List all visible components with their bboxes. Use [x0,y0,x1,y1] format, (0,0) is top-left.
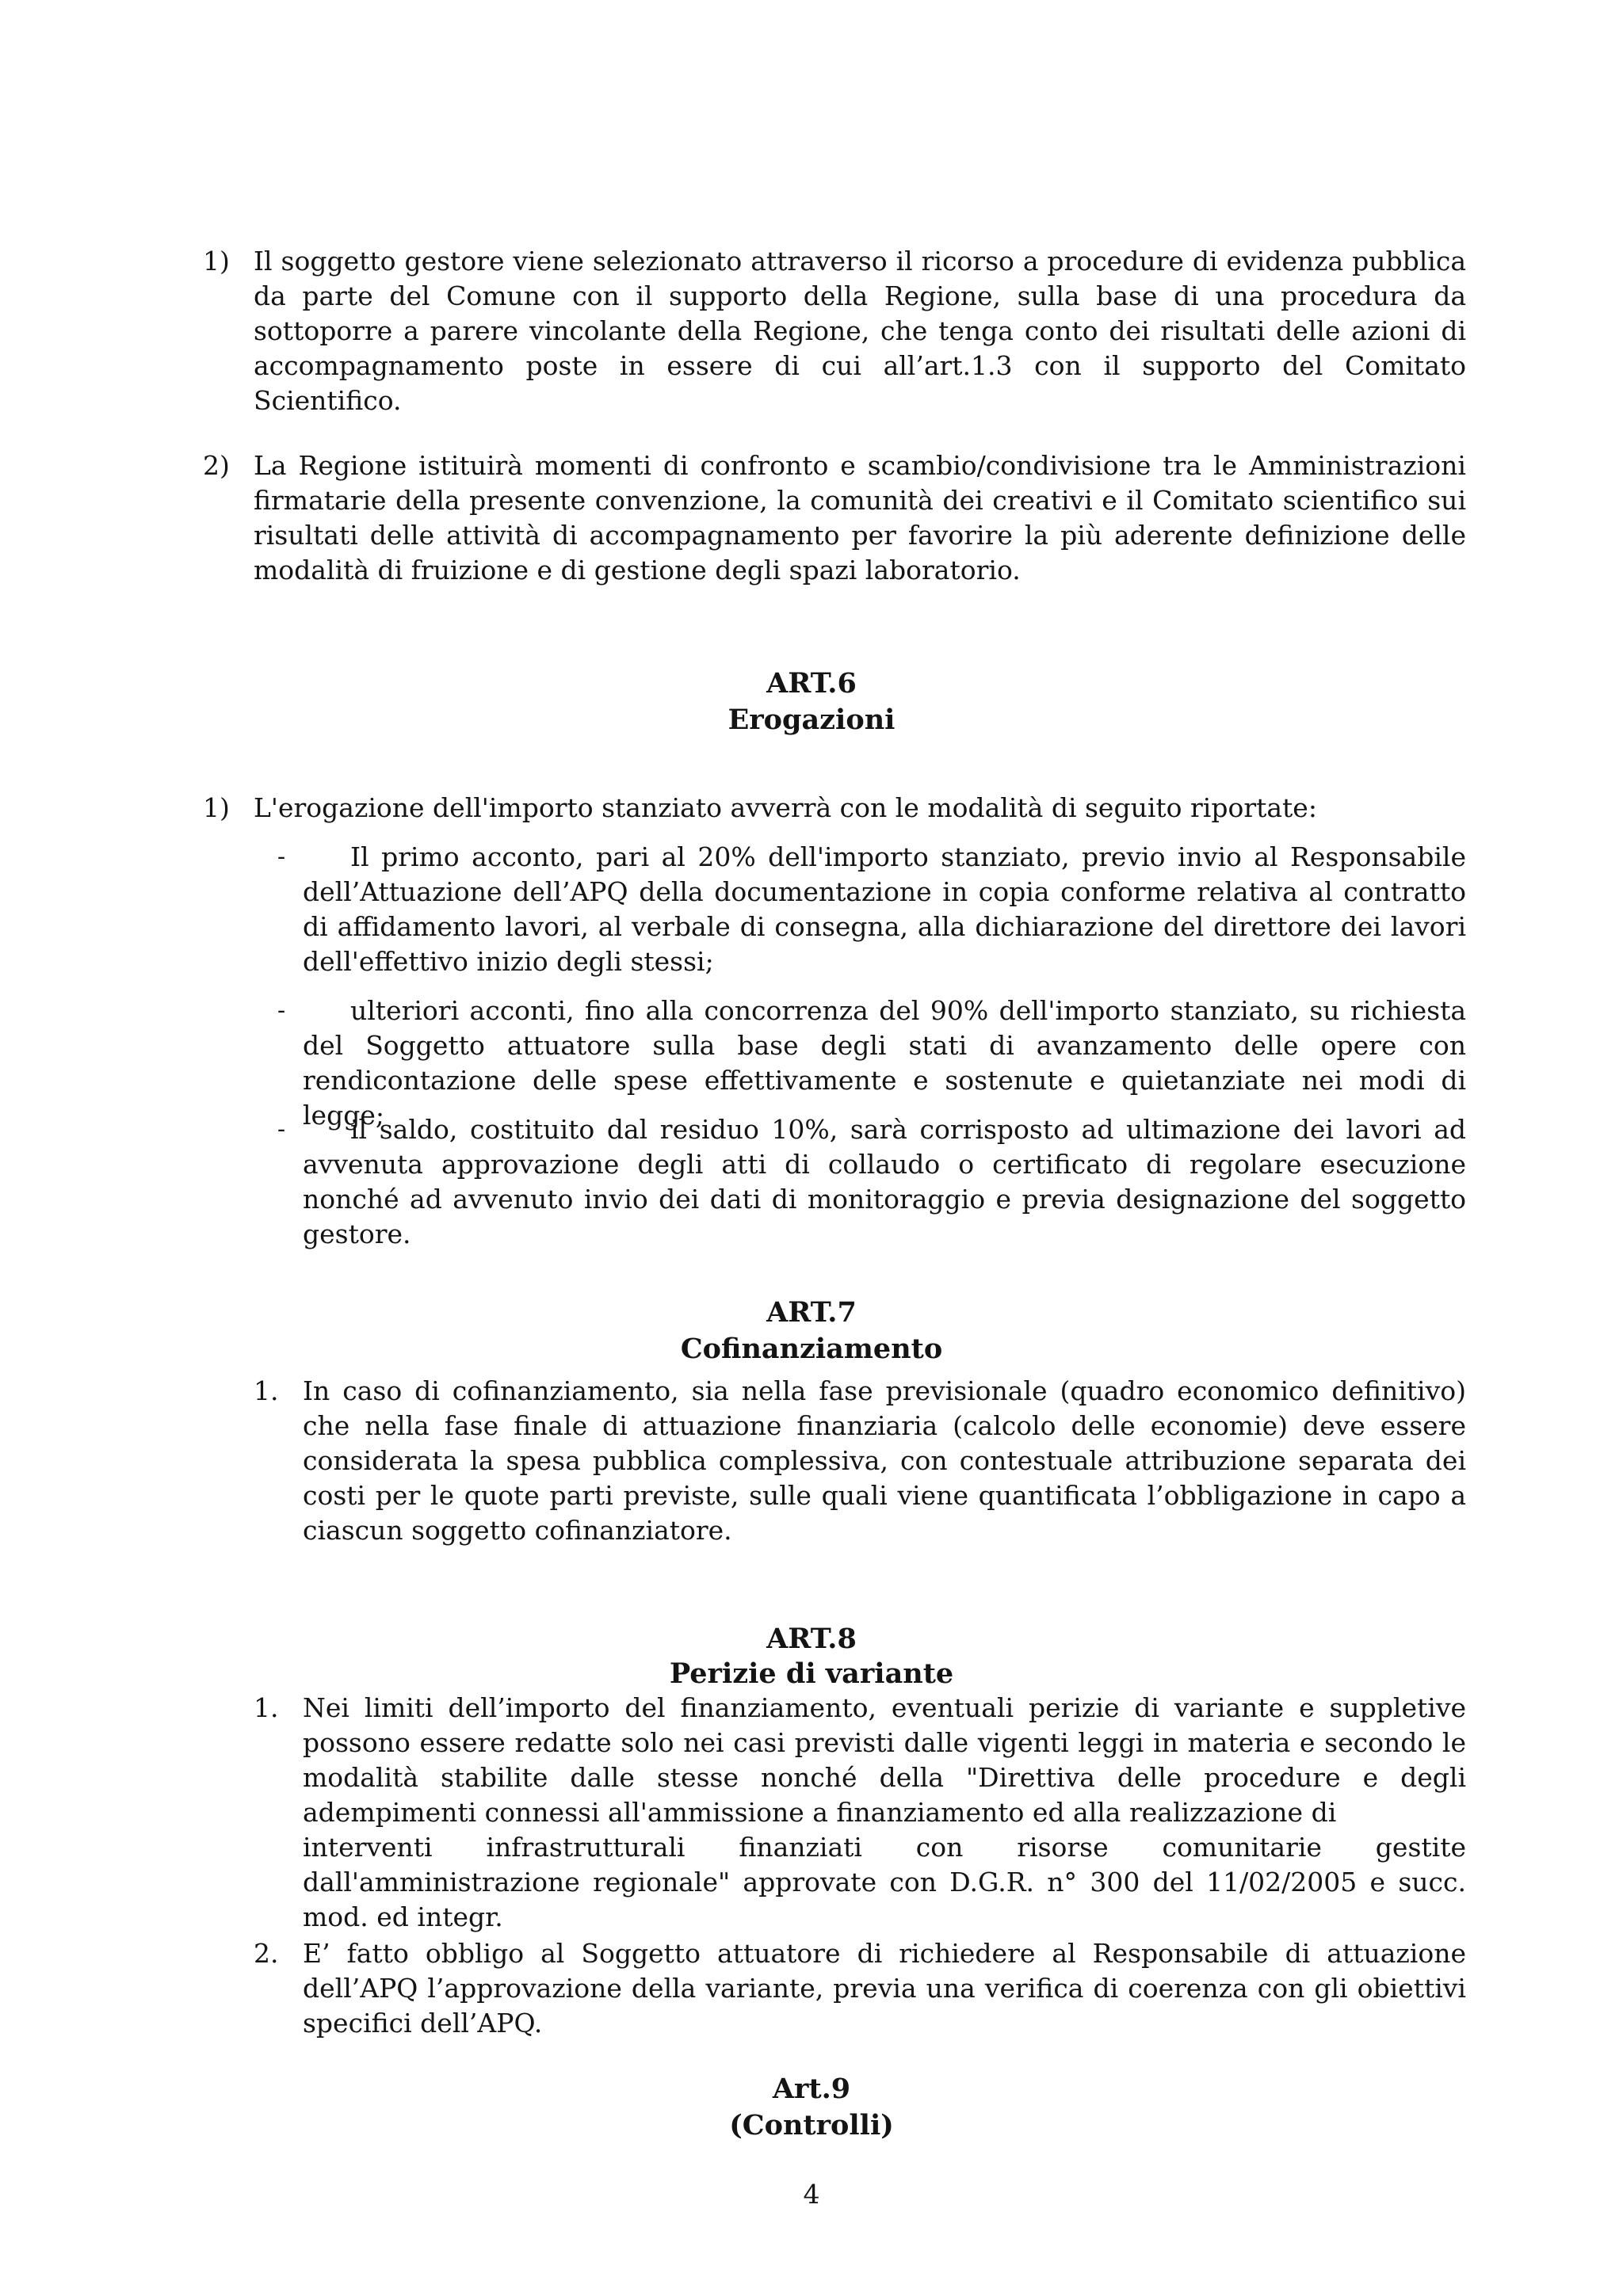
art6-item-number: 1) [203,792,230,823]
art8-item-1-text-c: dall'amministrazione regionale" approvate con D.G.R. n° 300 del 11/02/2005 e succ. mod. ed integr. [303,1867,1466,1932]
art6-bullet-3-marker: - [277,1116,286,1143]
art6-bullet-2-text: ulteriori acconti, fino alla concorrenza del 90% dell'importo stanziato, su richiesta del Soggetto attuatore sulla base degli stati di avanzamento delle opere con rendicontazione delle spese effettivamente e sostenute e quietanziate nei modi di legge; [303,995,1466,1131]
art6-bullet-1-text: Il primo acconto, pari al 20% dell'importo stanziato, previo invio al Responsabile dell’Attuazione dell’APQ della documentazione in copia conforme relativa al contratto di affidamento lavori, al verbale di consegna, alla dichiarazione del direttore dei lavori dell'effettivo inizio degli stessi; [303,841,1466,977]
art8-item-1-text-a: Nei limiti dell’importo del finanziamento, eventuali perizie di variante e suppletive possono essere redatte solo nei casi previsti dalle vigenti leggi in materia e secondo le modalità stabilite dalle stesse nonché della "Direttiva delle procedure e degli adempimenti connessi all'ammissione a finanziamento ed alla realizzazione di [303,1692,1466,1828]
art8-item-2-number: 2. [254,1938,279,1969]
page-number: 4 [803,2179,820,2210]
art6-bullet-3-text: il saldo, costituito dal residuo 10%, sarà corrisposto ad ultimazione dei lavori ad avvenuta approvazione degli atti di collaudo o certificato di regolare esecuzione nonché ad avvenuto invio dei dati di monitoraggio e previa designazione del soggetto gestore. [303,1114,1466,1249]
art6-bullet-2-marker: - [277,997,286,1024]
art7-title: Cofinanziamento [680,1333,943,1365]
art9-title: (Controlli) [729,2109,894,2142]
intro-item-1-text: Il soggetto gestore viene selezionato attraverso il ricorso a procedure di evidenza pubblica da parte del Comune con il supporto della Regione, sulla base di una procedura da sottoporre a parere vincolante della Regione, che tenga conto dei risultati delle azioni di accompagnamento poste in essere di cui all’art.1.3 con il supporto del Comitato Scientifico. [254,246,1466,416]
intro-item-2-text: La Regione istituirà momenti di confronto e scambio/condivisione tra le Amministrazioni firmatarie della presente convenzione, la comunità dei creativi e il Comitato scientifico sui risultati delle attività di accompagnamento per favorire la più aderente definizione delle modalità di fruizione e di gestione degli spazi laboratorio. [254,450,1466,585]
art7-item-text: In caso di cofinanziamento, sia nella fase previsionale (quadro economico definitivo) che nella fase finale di attuazione finanziaria (calcolo delle economie) deve essere considerata la spesa pubblica complessiva, con contestuale attribuzione separata dei costi per le quote parti previste, sulle quali viene quantificata l’obbligazione in capo a ciascun soggetto cofinanziatore. [303,1375,1466,1546]
art6-number: ART.6 [766,667,857,700]
art6-bullet-1-marker: - [277,843,286,871]
intro-item-1-number: 1) [203,246,230,277]
art6-title: Erogazioni [727,704,896,736]
art7-item-number: 1. [254,1375,279,1406]
art7-number: ART.7 [766,1296,857,1329]
art8-item-1-number: 1. [254,1692,279,1723]
art8-number: ART.8 [766,1623,857,1655]
art9-number: Art.9 [772,2073,851,2105]
art8-title: Perizie di variante [669,1657,954,1690]
art8-item-1-text-b: interventi infrastrutturali finanziati con risorse comunitarie gestite [303,1832,1466,1863]
art8-item-2-text: E’ fatto obbligo al Soggetto attuatore di richiedere al Responsabile di attuazione dell’APQ l’approvazione della variante, previa una verifica di coerenza con gli obiettivi specifici dell’APQ. [303,1938,1466,2039]
art6-item-text: L'erogazione dell'importo stanziato avverrà con le modalità di seguito riportate: [254,792,1317,823]
intro-item-2-number: 2) [203,450,230,481]
